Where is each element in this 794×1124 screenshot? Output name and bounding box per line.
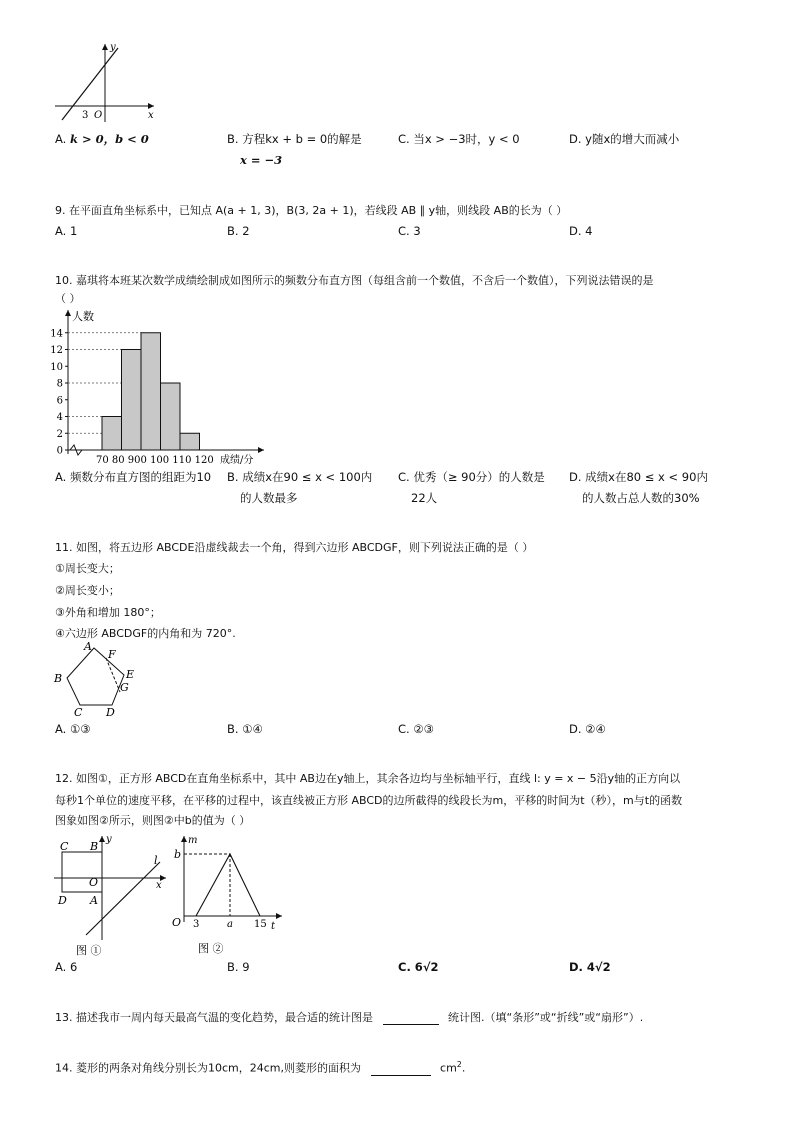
q11-option-a[interactable]: A. ①③	[55, 722, 91, 736]
y-tick-label: 4	[56, 412, 63, 423]
q14-end: .	[461, 1061, 466, 1075]
q13-answer-blank[interactable]	[383, 1010, 439, 1025]
q11-label-b: B	[54, 672, 63, 685]
y-tick-label: 10	[50, 361, 63, 373]
y-axis-arrow	[65, 310, 71, 316]
q12-option-b[interactable]: B. 9	[227, 960, 250, 974]
q11-label-c: C	[74, 706, 83, 718]
q11-pentagon-figure	[50, 640, 150, 718]
histogram-bar	[122, 350, 142, 451]
q8-option-b[interactable]: B. 方程kx + b = 0的解是	[227, 132, 362, 146]
q12-fig1-b: B	[90, 840, 99, 853]
y-tick-label: 12	[50, 345, 63, 356]
q8-line-graph	[50, 40, 160, 125]
q10-stem-line1: 10. 嘉琪将本班某次数学成绩绘制成如图所示的频数分布直方图（每组含前一个数值，不含后一个数值），下列说法错误的是	[55, 274, 654, 287]
q9-option-c[interactable]: C. 3	[398, 224, 421, 238]
y-tick-label: 6	[56, 395, 63, 407]
q14-unit: cm	[440, 1061, 457, 1075]
q8-intercept-label: 3	[82, 110, 89, 121]
q12-fig2-15: 15	[254, 919, 267, 930]
q11-label-a: A	[84, 640, 92, 653]
y-axis-label: 人数	[72, 310, 94, 323]
q12-option-d[interactable]: D. 4√2	[569, 960, 611, 974]
q13-text-before: 13. 描述我市一周内每天最高气温的变化趋势，最合适的统计图是	[55, 1011, 373, 1024]
q11-option-d[interactable]: D. ②④	[569, 722, 606, 736]
x-axis-label: 成绩/分	[220, 455, 254, 466]
q13-text-after: 统计图.（填“条形”或“折线”或“扇形”）.	[448, 1011, 644, 1024]
q12-stem-line2: 每秒1个单位的速度平移，在平移的过程中，该直线被正方形 ABCD的边所截得的线段长为m，平移的时间为t（秒），m与t的函数	[55, 794, 683, 807]
q11-option-c[interactable]: C. ②③	[398, 722, 434, 736]
x-tick-labels: 70 80 900 100 110 120	[96, 455, 214, 466]
q12-fig1-x: x	[156, 880, 162, 891]
q11-statement-2: ②周长变小；	[55, 584, 120, 597]
histogram-bar	[141, 333, 161, 450]
q10-stem-line2: （ ）	[55, 292, 81, 305]
q12-fig1-c: C	[60, 840, 69, 853]
histogram-bar	[180, 433, 200, 450]
q10-option-b[interactable]: B. 成绩x在90 ≤ x < 100内	[227, 470, 373, 484]
q12-option-c[interactable]: C. 6√2	[398, 960, 439, 974]
q8-option-b-line2: x = −3	[240, 153, 283, 167]
q9-option-b[interactable]: B. 2	[227, 224, 250, 238]
q11-label-e: E	[126, 668, 135, 681]
q10-option-a[interactable]: A. 频数分布直方图的组距为10	[55, 470, 212, 484]
q11-statement-4: ④六边形 ABCDGF的内角和为 720°.	[55, 627, 236, 640]
q8-y-label: y	[110, 42, 116, 53]
q14-answer-blank[interactable]	[371, 1061, 431, 1076]
q8-option-a[interactable]: A. k > 0，b < 0	[55, 132, 149, 146]
y-tick-label: 14	[50, 328, 63, 340]
q11-statement-1: ①周长变大；	[55, 562, 120, 575]
y-tick-label: 0	[56, 445, 63, 457]
q11-label-d: D	[106, 706, 115, 718]
q13-line	[55, 1010, 643, 1025]
q12-fig2-a: a	[227, 919, 233, 930]
q14-line	[55, 1058, 465, 1076]
q12-option-a[interactable]: A. 6	[55, 960, 78, 974]
q11-option-b[interactable]: B. ①④	[227, 722, 263, 736]
y-tick-label: 8	[56, 378, 63, 390]
q12-fig1-caption: 图 ①	[76, 944, 102, 957]
q12-fig2-caption: 图 ②	[198, 942, 224, 955]
x-axis-arrow	[258, 447, 264, 453]
q12-figure-1	[52, 830, 172, 958]
q12-fig1-l: l	[154, 854, 158, 867]
q12-fig1-y: y	[106, 834, 112, 845]
q9-option-d[interactable]: D. 4	[569, 224, 593, 238]
q8-origin-label: O	[94, 110, 103, 121]
histogram-bar	[161, 383, 181, 450]
q12-fig2-b: b	[174, 848, 182, 861]
q9-stem: 9. 在平面直角坐标系中，已知点 A(a + 1, 3)，B(3, 2a + 1)，若线段 AB ∥ y轴，则线段 AB的长为（ ）	[55, 204, 568, 217]
q8-option-c[interactable]: C. 当x > −3时，y < 0	[398, 132, 520, 146]
q12-fig2-3: 3	[193, 919, 200, 930]
q10-option-b-line2: 的人数最多	[240, 491, 298, 505]
q10-option-c[interactable]: C. 优秀（≥ 90分）的人数是	[398, 470, 545, 484]
q11-stem: 11. 如图，将五边形 ABCDE沿虚线裁去一个角，得到六边形 ABCDGF，则下列说法正确的是（ ）	[55, 541, 534, 554]
q12-figure-2	[168, 832, 288, 956]
q11-statement-3: ③外角和增加 180°；	[55, 606, 161, 619]
q12-fig2-o: O	[172, 916, 182, 929]
q8-option-d[interactable]: D. y随x的增大而减小	[569, 132, 680, 146]
q12-fig1-o: O	[89, 876, 99, 889]
q14-unit-sup: 2	[456, 1060, 462, 1069]
q12-fig1-a: A	[90, 894, 98, 907]
q12-stem-line3: 图象如图②所示，则图②中b的值为（ ）	[55, 814, 251, 827]
q10-option-d-line2: 的人数占总人数的30%	[582, 491, 700, 505]
q12-fig2-t: t	[271, 921, 276, 932]
q14-text-before: 14. 菱形的两条对角线分别长为10cm，24cm,则菱形的面积为	[55, 1061, 362, 1075]
y-tick-label: 2	[56, 428, 63, 440]
q9-option-a[interactable]: A. 1	[55, 224, 78, 238]
q12-fig2-m: m	[188, 835, 198, 846]
q11-label-g: G	[120, 681, 129, 694]
q12-stem-line1: 12. 如图①，正方形 ABCD在直角坐标系中，其中 AB边在y轴上，其余各边均与坐标轴平行，直线 l: y = x − 5沿y轴的正方向以	[55, 772, 681, 785]
histogram-bar	[102, 417, 122, 451]
q10-option-d[interactable]: D. 成绩x在80 ≤ x < 90内	[569, 470, 708, 484]
q10-histogram	[38, 308, 278, 468]
q8-x-label: x	[148, 110, 154, 121]
q12-fig1-d: D	[58, 894, 67, 907]
q11-label-f: F	[108, 648, 116, 661]
q10-option-c-line2: 22人	[411, 491, 438, 505]
